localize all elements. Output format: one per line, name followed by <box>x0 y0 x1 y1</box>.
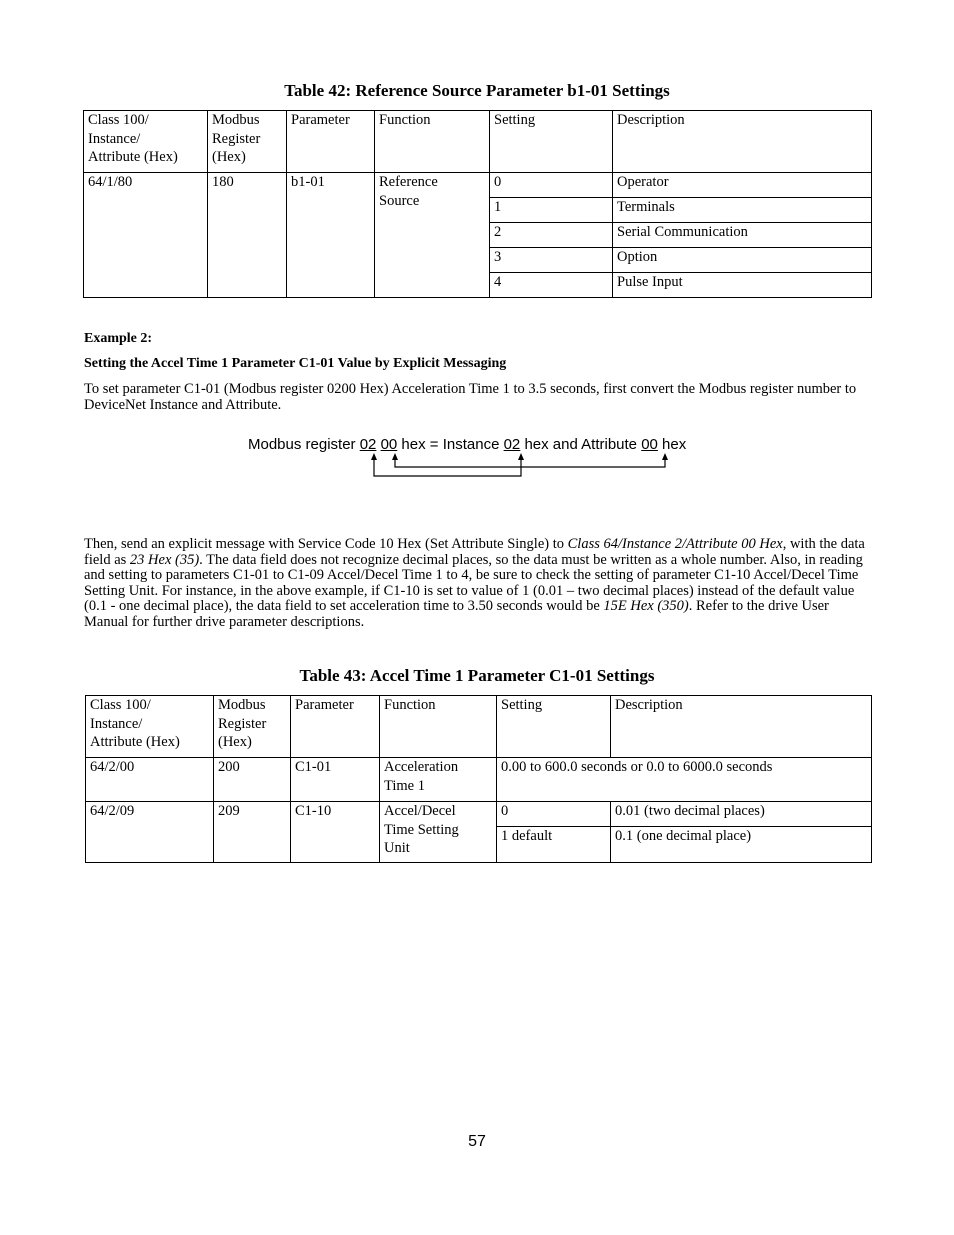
instance-value: 02 <box>503 436 521 453</box>
cell-parameter: C1-01 <box>291 758 380 802</box>
diagram-text-1: Modbus register <box>248 436 360 453</box>
header-setting: Setting <box>490 111 613 173</box>
table-row <box>86 802 872 827</box>
cell-setting: 3 <box>490 248 613 273</box>
paragraph-italic: Class 64/Instance 2/Attribute 00 Hex <box>567 536 783 552</box>
cell-setting: 0 <box>497 802 611 827</box>
cell-modbus: 200 <box>214 758 291 802</box>
mapping-arrows <box>360 450 680 480</box>
header-function: Function <box>375 111 490 173</box>
arrowhead-icon <box>392 453 398 460</box>
table-43 <box>85 695 872 863</box>
paragraph-italic: 23 Hex (35) <box>129 551 200 568</box>
header-parameter: Parameter <box>287 111 375 173</box>
header-description: Description <box>613 111 872 173</box>
cell-parameter: C1-10 <box>291 802 380 863</box>
table-42-title: Table 42: Reference Source Parameter b1-01 Settings <box>284 81 670 100</box>
cell-setting: 1 default <box>497 827 611 863</box>
example-subheading: Setting the Accel Time 1 Parameter C1-01 Value by Explicit Messaging <box>84 356 507 371</box>
paragraph-text: , with the data field as <box>84 536 865 568</box>
paragraph-text: . Refer to the drive User Manual for further drive parameter descriptions. <box>84 598 829 630</box>
example-intro: To set parameter C1-01 (Modbus register 0200 Hex) Acceleration Time 1 to 3.5 seconds, first convert the Modbus register number to DeviceNet Instance and Attribute. <box>84 381 857 413</box>
example-heading: Example 2: <box>84 331 153 346</box>
arrowhead-icon <box>518 453 524 460</box>
cell-setting: 0 <box>490 173 613 198</box>
cell-function: Acceleration Time 1 <box>380 758 497 802</box>
page-number: 57 <box>468 1133 486 1150</box>
cell-parameter: b1-01 <box>287 173 375 298</box>
cell-modbus: 209 <box>214 802 291 863</box>
header-class: Class 100/ Instance/ Attribute (Hex) <box>84 111 208 173</box>
cell-description: Option <box>613 248 872 273</box>
paragraph-text: Then, send an explicit message with Service Code 10 Hex (Set Attribute Single) to <box>84 536 568 552</box>
table-43-title: Table 43: Accel Time 1 Parameter C1-01 Settings <box>299 666 655 685</box>
diagram-text-4: hex <box>657 436 687 453</box>
register-low-byte: 00 <box>380 436 398 453</box>
cell-description: Operator <box>613 173 872 198</box>
cell-description: Terminals <box>613 198 872 223</box>
cell-class: 64/2/09 <box>86 802 214 863</box>
table-row <box>86 758 872 802</box>
cell-class: 64/2/00 <box>86 758 214 802</box>
table-42-header-row <box>84 111 872 173</box>
cell-setting-range: 0.00 to 600.0 seconds or 0.0 to 6000.0 seconds <box>497 758 872 802</box>
cell-setting: 1 <box>490 198 613 223</box>
cell-class: 64/1/80 <box>84 173 208 298</box>
cell-description: 0.1 (one decimal place) <box>611 827 872 863</box>
header-class: Class 100/ Instance/ Attribute (Hex) <box>86 696 214 758</box>
diagram-text-3: hex and Attribute <box>520 436 642 453</box>
header-function: Function <box>380 696 497 758</box>
cell-function: Reference Source <box>375 173 490 298</box>
header-setting: Setting <box>497 696 611 758</box>
header-parameter: Parameter <box>291 696 380 758</box>
register-high-byte: 02 <box>359 436 377 453</box>
table-43-header-row <box>86 696 872 758</box>
cell-setting: 4 <box>490 273 613 298</box>
paragraph-text: . The data field does not recognize decimal places, so the data must be written as a whole number. Also, in reading and setting to parameters C1-01 to C1-09 Accel/Decel Time 1 to 4, be sure to check the setting of parameter C1-10 Accel/Decel Time Setting Unit. For instance, in the above example, if C1-10 is set to value of 1 (0.01 – two decimal places) instead of the default value (0.1 - one decimal place), the data field to set acceleration time to 3.50 seconds would be <box>84 551 863 614</box>
cell-description: Serial Communication <box>613 223 872 248</box>
cell-modbus: 180 <box>208 173 287 298</box>
attribute-value: 00 <box>641 436 658 453</box>
diagram-text-2: hex = Instance <box>397 436 504 453</box>
arrowhead-icon <box>662 453 668 460</box>
table-42 <box>83 110 872 298</box>
cell-description: 0.01 (two decimal places) <box>611 802 872 827</box>
cell-setting: 2 <box>490 223 613 248</box>
header-modbus: Modbus Register (Hex) <box>208 111 287 173</box>
cell-function: Accel/Decel Time Setting Unit <box>380 802 497 863</box>
header-description: Description <box>611 696 872 758</box>
header-modbus: Modbus Register (Hex) <box>214 696 291 758</box>
paragraph-italic: 15E Hex (350) <box>603 598 689 614</box>
cell-description: Pulse Input <box>613 273 872 298</box>
explanation-paragraph <box>84 537 874 630</box>
arrow-connector-attribute <box>395 458 665 467</box>
arrowhead-icon <box>371 453 377 460</box>
table-row <box>84 173 872 198</box>
